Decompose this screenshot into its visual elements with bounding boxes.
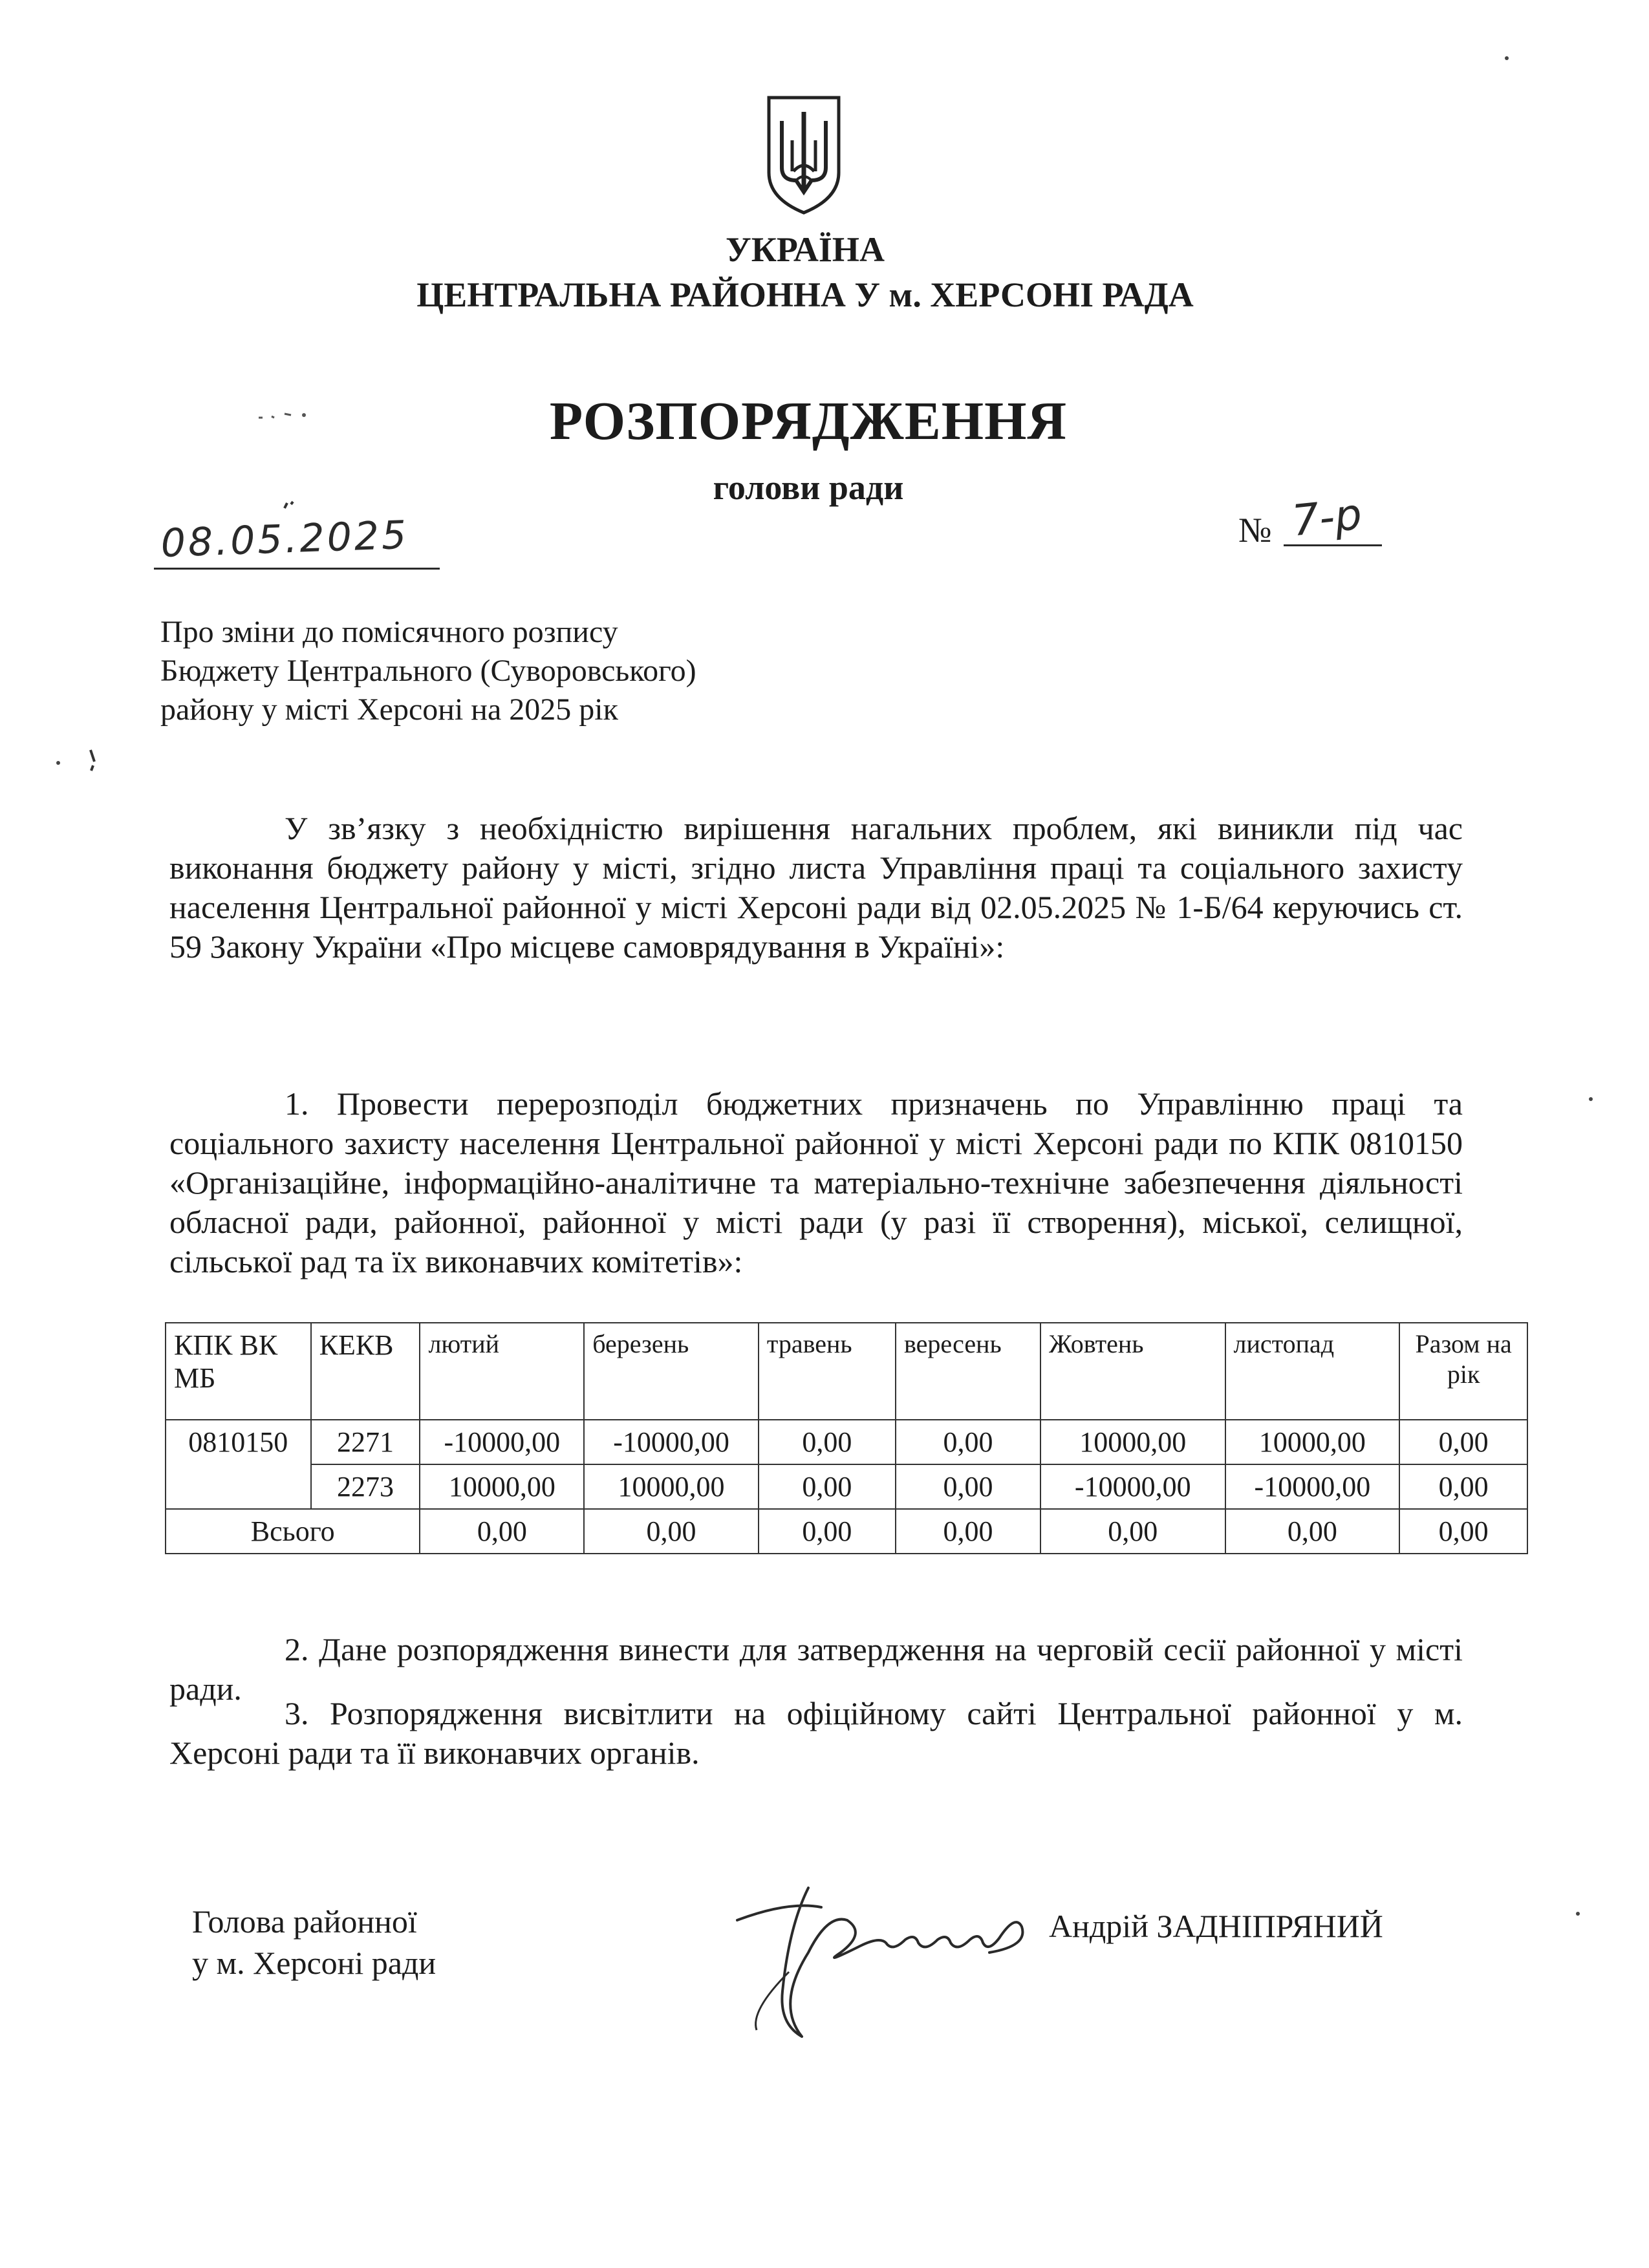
table-row bbox=[166, 1420, 1527, 1464]
value-cell: 10000,00 bbox=[1040, 1420, 1225, 1464]
number-label: № bbox=[1238, 511, 1272, 550]
total-cell: 0,00 bbox=[584, 1509, 759, 1554]
total-cell: 0,00 bbox=[1040, 1509, 1225, 1554]
position-line: у м. Херсоні ради bbox=[192, 1945, 436, 1981]
document-type: РОЗПОРЯДЖЕННЯ bbox=[549, 391, 1068, 451]
budget-table bbox=[165, 1322, 1528, 1554]
document-subtype: голови ради bbox=[713, 468, 904, 507]
table-header-cell: березень bbox=[584, 1323, 759, 1420]
council-title: ЦЕНТРАЛЬНА РАЙОННА У м. ХЕРСОНІ РАДА bbox=[416, 275, 1194, 314]
total-cell: 0,00 bbox=[896, 1509, 1040, 1554]
value-cell: 10000,00 bbox=[420, 1464, 584, 1509]
item-2-paragraph: 2. Дане розпорядження винести для затвердження на черговій сесії районної у місті ради. bbox=[169, 1631, 1463, 1707]
table-header-cell: вересень bbox=[896, 1323, 1040, 1420]
subject-block bbox=[160, 613, 696, 729]
value-cell: 0,00 bbox=[896, 1464, 1040, 1509]
coat-of-arms-icon bbox=[765, 95, 843, 215]
document-date: 08.05.2025 bbox=[160, 512, 410, 566]
subject-line: Про зміни до помісячного розпису bbox=[160, 615, 618, 649]
value-cell: 0,00 bbox=[896, 1420, 1040, 1464]
number-underline bbox=[1284, 544, 1382, 546]
value-cell: 10000,00 bbox=[1225, 1420, 1400, 1464]
table-header-cell: листопад bbox=[1225, 1323, 1400, 1420]
signatory-name: Андрій ЗАДНІПРЯНИЙ bbox=[1049, 1908, 1383, 1944]
document-number: 7-р bbox=[1289, 489, 1364, 546]
total-cell: 0,00 bbox=[1399, 1509, 1527, 1554]
value-cell: 0,00 bbox=[1399, 1420, 1527, 1464]
value-cell: -10000,00 bbox=[1040, 1464, 1225, 1509]
kekv-cell: 2273 bbox=[311, 1464, 420, 1509]
value-cell: 10000,00 bbox=[584, 1464, 759, 1509]
table-header-row bbox=[166, 1323, 1527, 1420]
subject-line: Бюджету Центрального (Суворовського) bbox=[160, 654, 696, 688]
table-header-cell: КПК ВК МБ bbox=[166, 1323, 311, 1420]
table-header-cell: Разом на рік bbox=[1399, 1323, 1527, 1420]
table-header-cell: лютий bbox=[420, 1323, 584, 1420]
preamble-paragraph: У зв’язку з необхідністю вирішення нагальних проблем, які виникли під час виконання бюджету району у місті, згідно листа Управління праці та соціального захисту населення Центральної районної у місті Херсоні ради від 02.05.2025 № 1-Б/64 керуючись ст. 59 Закону України «Про місцеве самоврядування в Україні»: bbox=[169, 810, 1463, 965]
kpk-cell: 0810150 bbox=[166, 1420, 311, 1509]
handwritten-signature bbox=[711, 1875, 1048, 2069]
table-row bbox=[166, 1464, 1527, 1509]
value-cell: 0,00 bbox=[1399, 1464, 1527, 1509]
total-cell: 0,00 bbox=[420, 1509, 584, 1554]
table-total-row bbox=[166, 1509, 1527, 1554]
value-cell: 0,00 bbox=[759, 1420, 896, 1464]
table-header-cell: КЕКВ bbox=[311, 1323, 420, 1420]
date-underline bbox=[154, 568, 440, 570]
total-cell: 0,00 bbox=[759, 1509, 896, 1554]
total-cell: 0,00 bbox=[1225, 1509, 1400, 1554]
value-cell: 0,00 bbox=[759, 1464, 896, 1509]
value-cell: -10000,00 bbox=[420, 1420, 584, 1464]
kekv-cell: 2271 bbox=[311, 1420, 420, 1464]
item-3-paragraph: 3. Розпорядження висвітлити на офіційному сайті Центральної районної у м. Херсоні ради та її виконавчих органів. bbox=[169, 1695, 1463, 1771]
total-label-cell: Всього bbox=[166, 1509, 420, 1554]
position-line: Голова районної bbox=[192, 1903, 417, 1940]
item-1-paragraph: 1. Провести перерозподіл бюджетних призначень по Управлінню праці та соціального захисту населення Центральної районної у місті Херсоні ради по КПК 0810150 «Організаційне, інформаційно-аналітичне та матеріально-технічне забезпечення діяльності обласної ради, районної, районної у місті ради (у разі її створення), міської, селищної, сільської рад та їх виконавчих комітетів»: bbox=[169, 1086, 1463, 1279]
value-cell: -10000,00 bbox=[1225, 1464, 1400, 1509]
signatory-position bbox=[192, 1901, 436, 1984]
table-header-cell: травень bbox=[759, 1323, 896, 1420]
table-header-cell: Жовтень bbox=[1040, 1323, 1225, 1420]
country-title: УКРАЇНА bbox=[726, 230, 885, 269]
value-cell: -10000,00 bbox=[584, 1420, 759, 1464]
subject-line: району у місті Херсоні на 2025 рік bbox=[160, 692, 618, 727]
